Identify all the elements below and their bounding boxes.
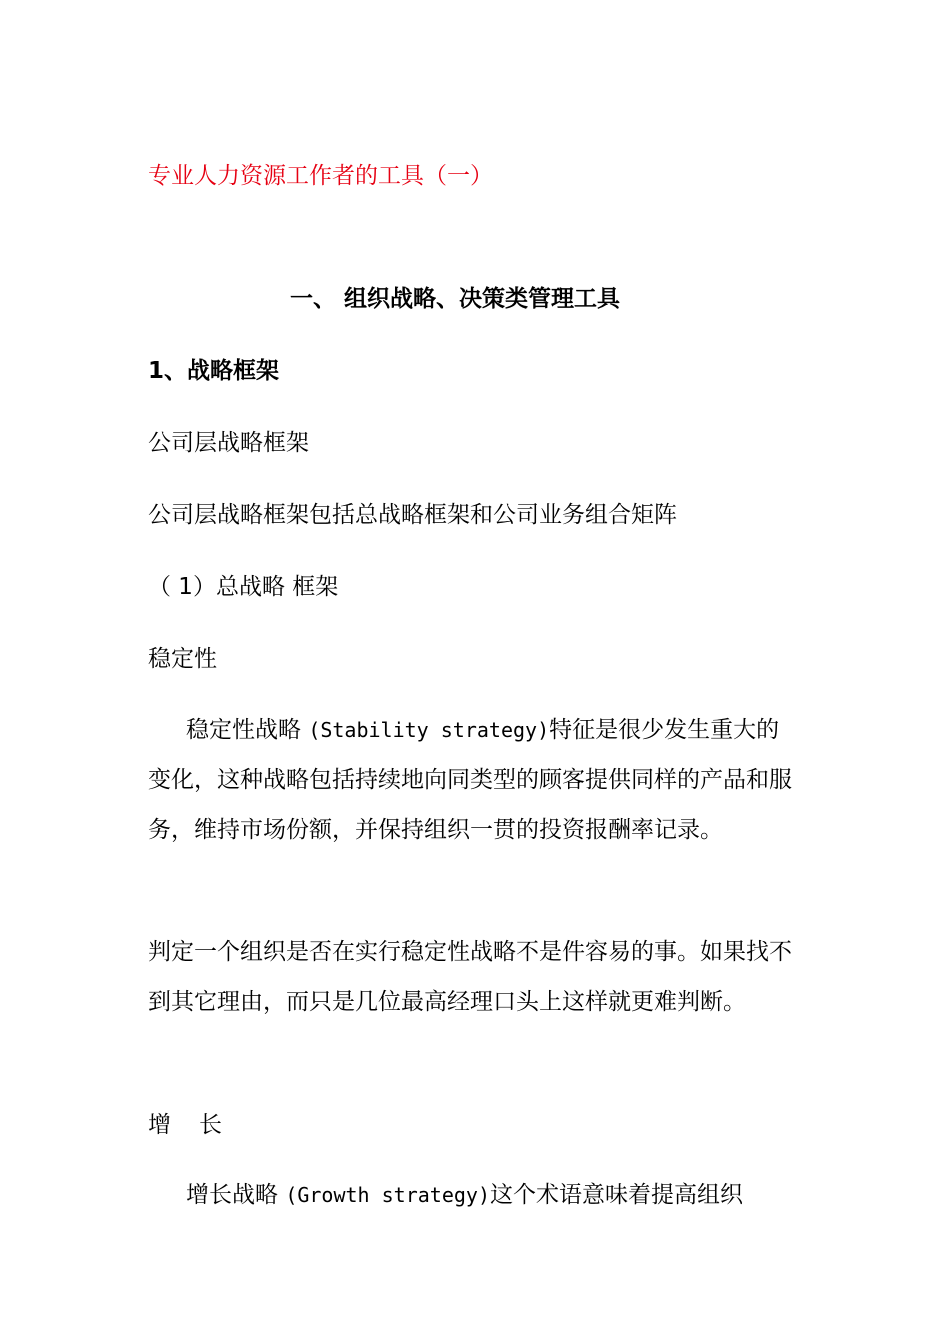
stability-label: 稳定性 — [148, 646, 217, 672]
subsection-heading: 1、战略框架 — [148, 358, 280, 384]
company-framework-label: 公司层战略框架 — [148, 430, 309, 456]
growth-body: 这个术语意味着提高组织 — [490, 1182, 744, 1208]
company-framework-desc: 公司层战略框架包括总战略框架和公司业务组合矩阵 — [148, 502, 677, 528]
general-strategy-heading: （ 1）总战略 框架 — [148, 574, 339, 600]
document-title: 专业人力资源工作者的工具（一） — [148, 163, 493, 189]
growth-label: 增长 — [148, 1112, 250, 1138]
growth-paragraph — [148, 1170, 798, 1220]
stability-lead: 稳定性战略 — [186, 717, 309, 743]
growth-lead: 增长战略 — [186, 1182, 286, 1208]
stability-body: 特征是很少发生重大的变化，这种战略包括持续地向同类型的顾客提供同样的产品和服务，维持市场份额，并保持组织一贯的投资报酬率记录。 — [148, 717, 792, 843]
growth-term: (Growth strategy) — [285, 1183, 491, 1207]
stability-term: (Stability strategy) — [308, 718, 550, 742]
stability-paragraph — [148, 705, 798, 855]
stability-judgement-paragraph: 判定一个组织是否在实行稳定性战略不是件容易的事。如果找不到其它理由，而只是几位最高经理口头上这样就更难判断。 — [148, 939, 792, 1015]
section-heading: 一、 组织战略、决策类管理工具 — [290, 286, 621, 312]
